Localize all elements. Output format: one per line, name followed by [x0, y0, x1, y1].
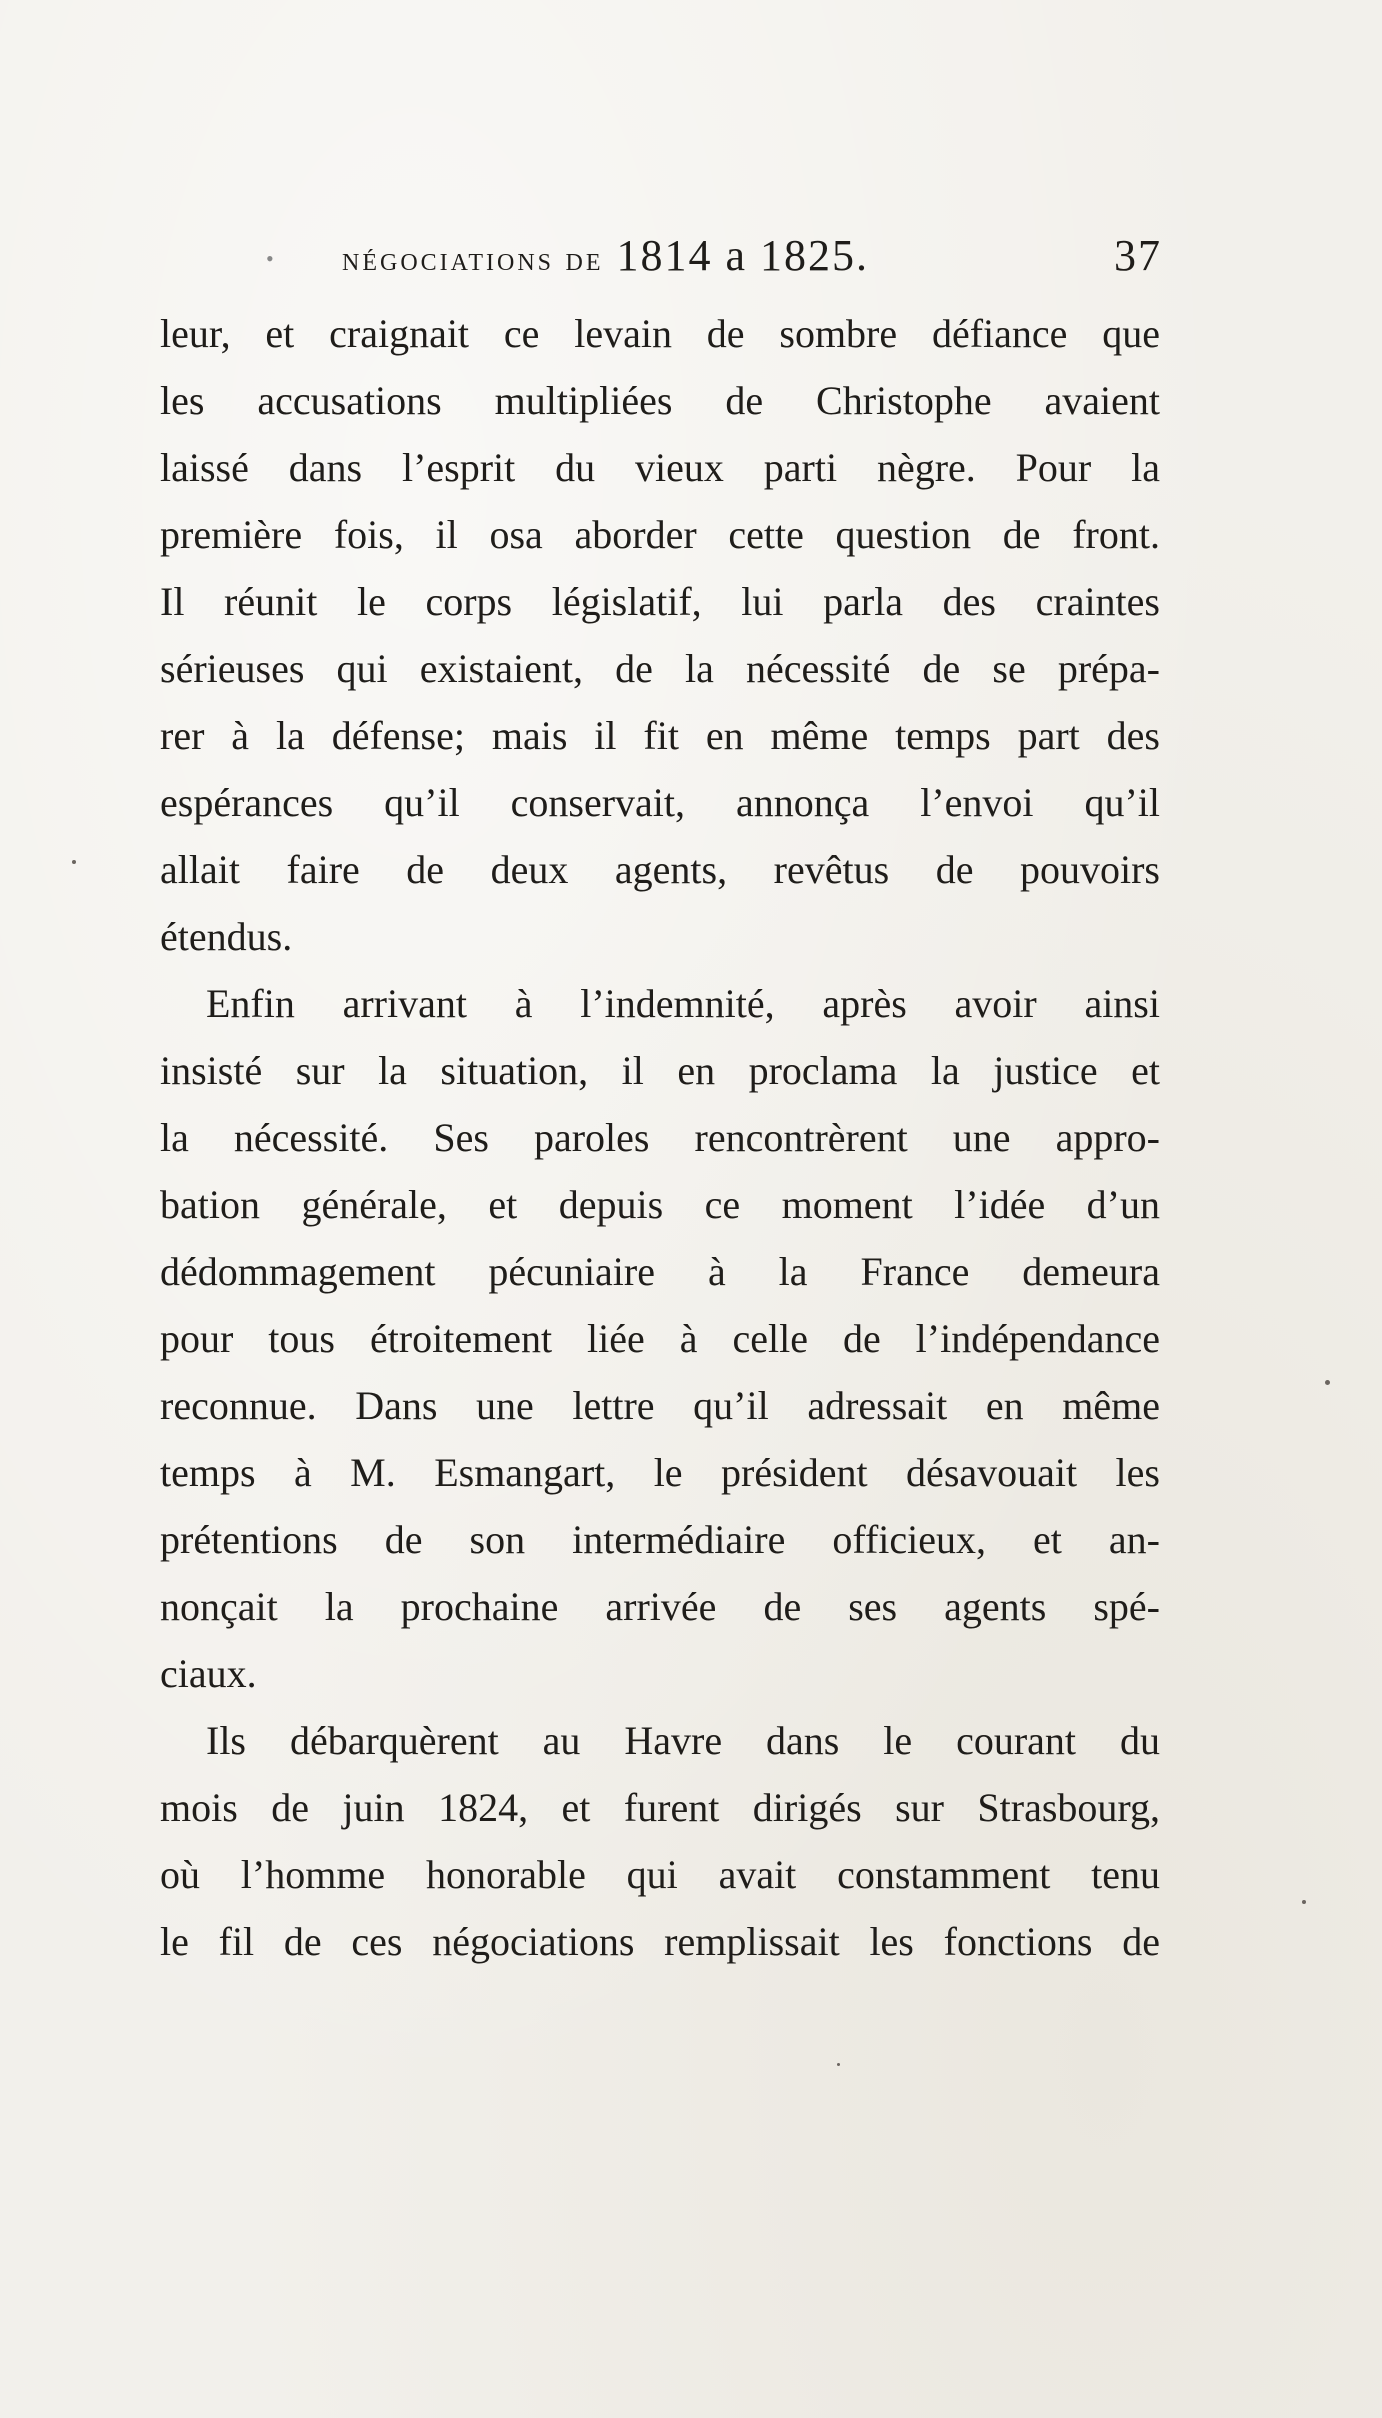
text-line: mois de juin 1824, et furent dirigés sur Strasbourg,: [160, 1785, 1160, 1830]
page-number: 37: [1114, 231, 1162, 280]
paper-speck: [837, 2063, 840, 2066]
text-line: laissé dans l’esprit du vieux parti nègre. Pour la: [160, 445, 1160, 490]
paper-speck: [1302, 1900, 1306, 1904]
text-line: étendus.: [160, 914, 293, 959]
text-line: leur, et craignait ce levain de sombre défiance que: [160, 311, 1160, 356]
text-line: où l’homme honorable qui avait constamment tenu: [160, 1852, 1160, 1897]
text-line: Il réunit le corps législatif, lui parla des craintes: [160, 579, 1160, 624]
body-text: [160, 300, 1160, 1975]
running-header: [162, 230, 1162, 286]
text-line: dédommagement pécuniaire à la France demeura: [160, 1249, 1160, 1294]
text-line: pour tous étroitement liée à celle de l’indépendance: [160, 1316, 1160, 1361]
paper-speck: [1325, 1380, 1330, 1385]
header-ornament: •: [266, 246, 274, 271]
text-line: reconnue. Dans une lettre qu’il adressait en même: [160, 1383, 1160, 1428]
paper-speck: [72, 860, 76, 864]
text-line: rer à la défense; mais il fit en même temps part des: [160, 713, 1160, 758]
running-title-smallcaps: négociations de: [342, 241, 604, 278]
text-line: première fois, il osa aborder cette question de front.: [160, 512, 1160, 557]
paragraph-start: Enfin arrivant à l’indemnité, après avoir ainsi: [206, 981, 1160, 1026]
paragraph-start: Ils débarquèrent au Havre dans le courant du: [206, 1718, 1160, 1763]
text-line: bation générale, et depuis ce moment l’idée d’un: [160, 1182, 1160, 1227]
running-title: [342, 230, 869, 281]
text-line: la nécessité. Ses paroles rencontrèrent une appro-: [160, 1115, 1160, 1160]
text-line: ciaux.: [160, 1651, 257, 1696]
text-line: temps à M. Esmangart, le président désavouait les: [160, 1450, 1160, 1495]
text-line: nonçait la prochaine arrivée de ses agents spé-: [160, 1584, 1160, 1629]
text-line: allait faire de deux agents, revêtus de pouvoirs: [160, 847, 1160, 892]
text-line: le fil de ces négociations remplissait les fonctions de: [160, 1919, 1160, 1964]
text-line: insisté sur la situation, il en proclama la justice et: [160, 1048, 1160, 1093]
text-line: espérances qu’il conservait, annonça l’envoi qu’il: [160, 780, 1160, 825]
text-line: sérieuses qui existaient, de la nécessité de se prépa-: [160, 646, 1160, 691]
text-line: les accusations multipliées de Christophe avaient: [160, 378, 1160, 423]
running-title-dates: 1814 a 1825.: [616, 231, 870, 280]
text-line: prétentions de son intermédiaire officieux, et an-: [160, 1517, 1160, 1562]
